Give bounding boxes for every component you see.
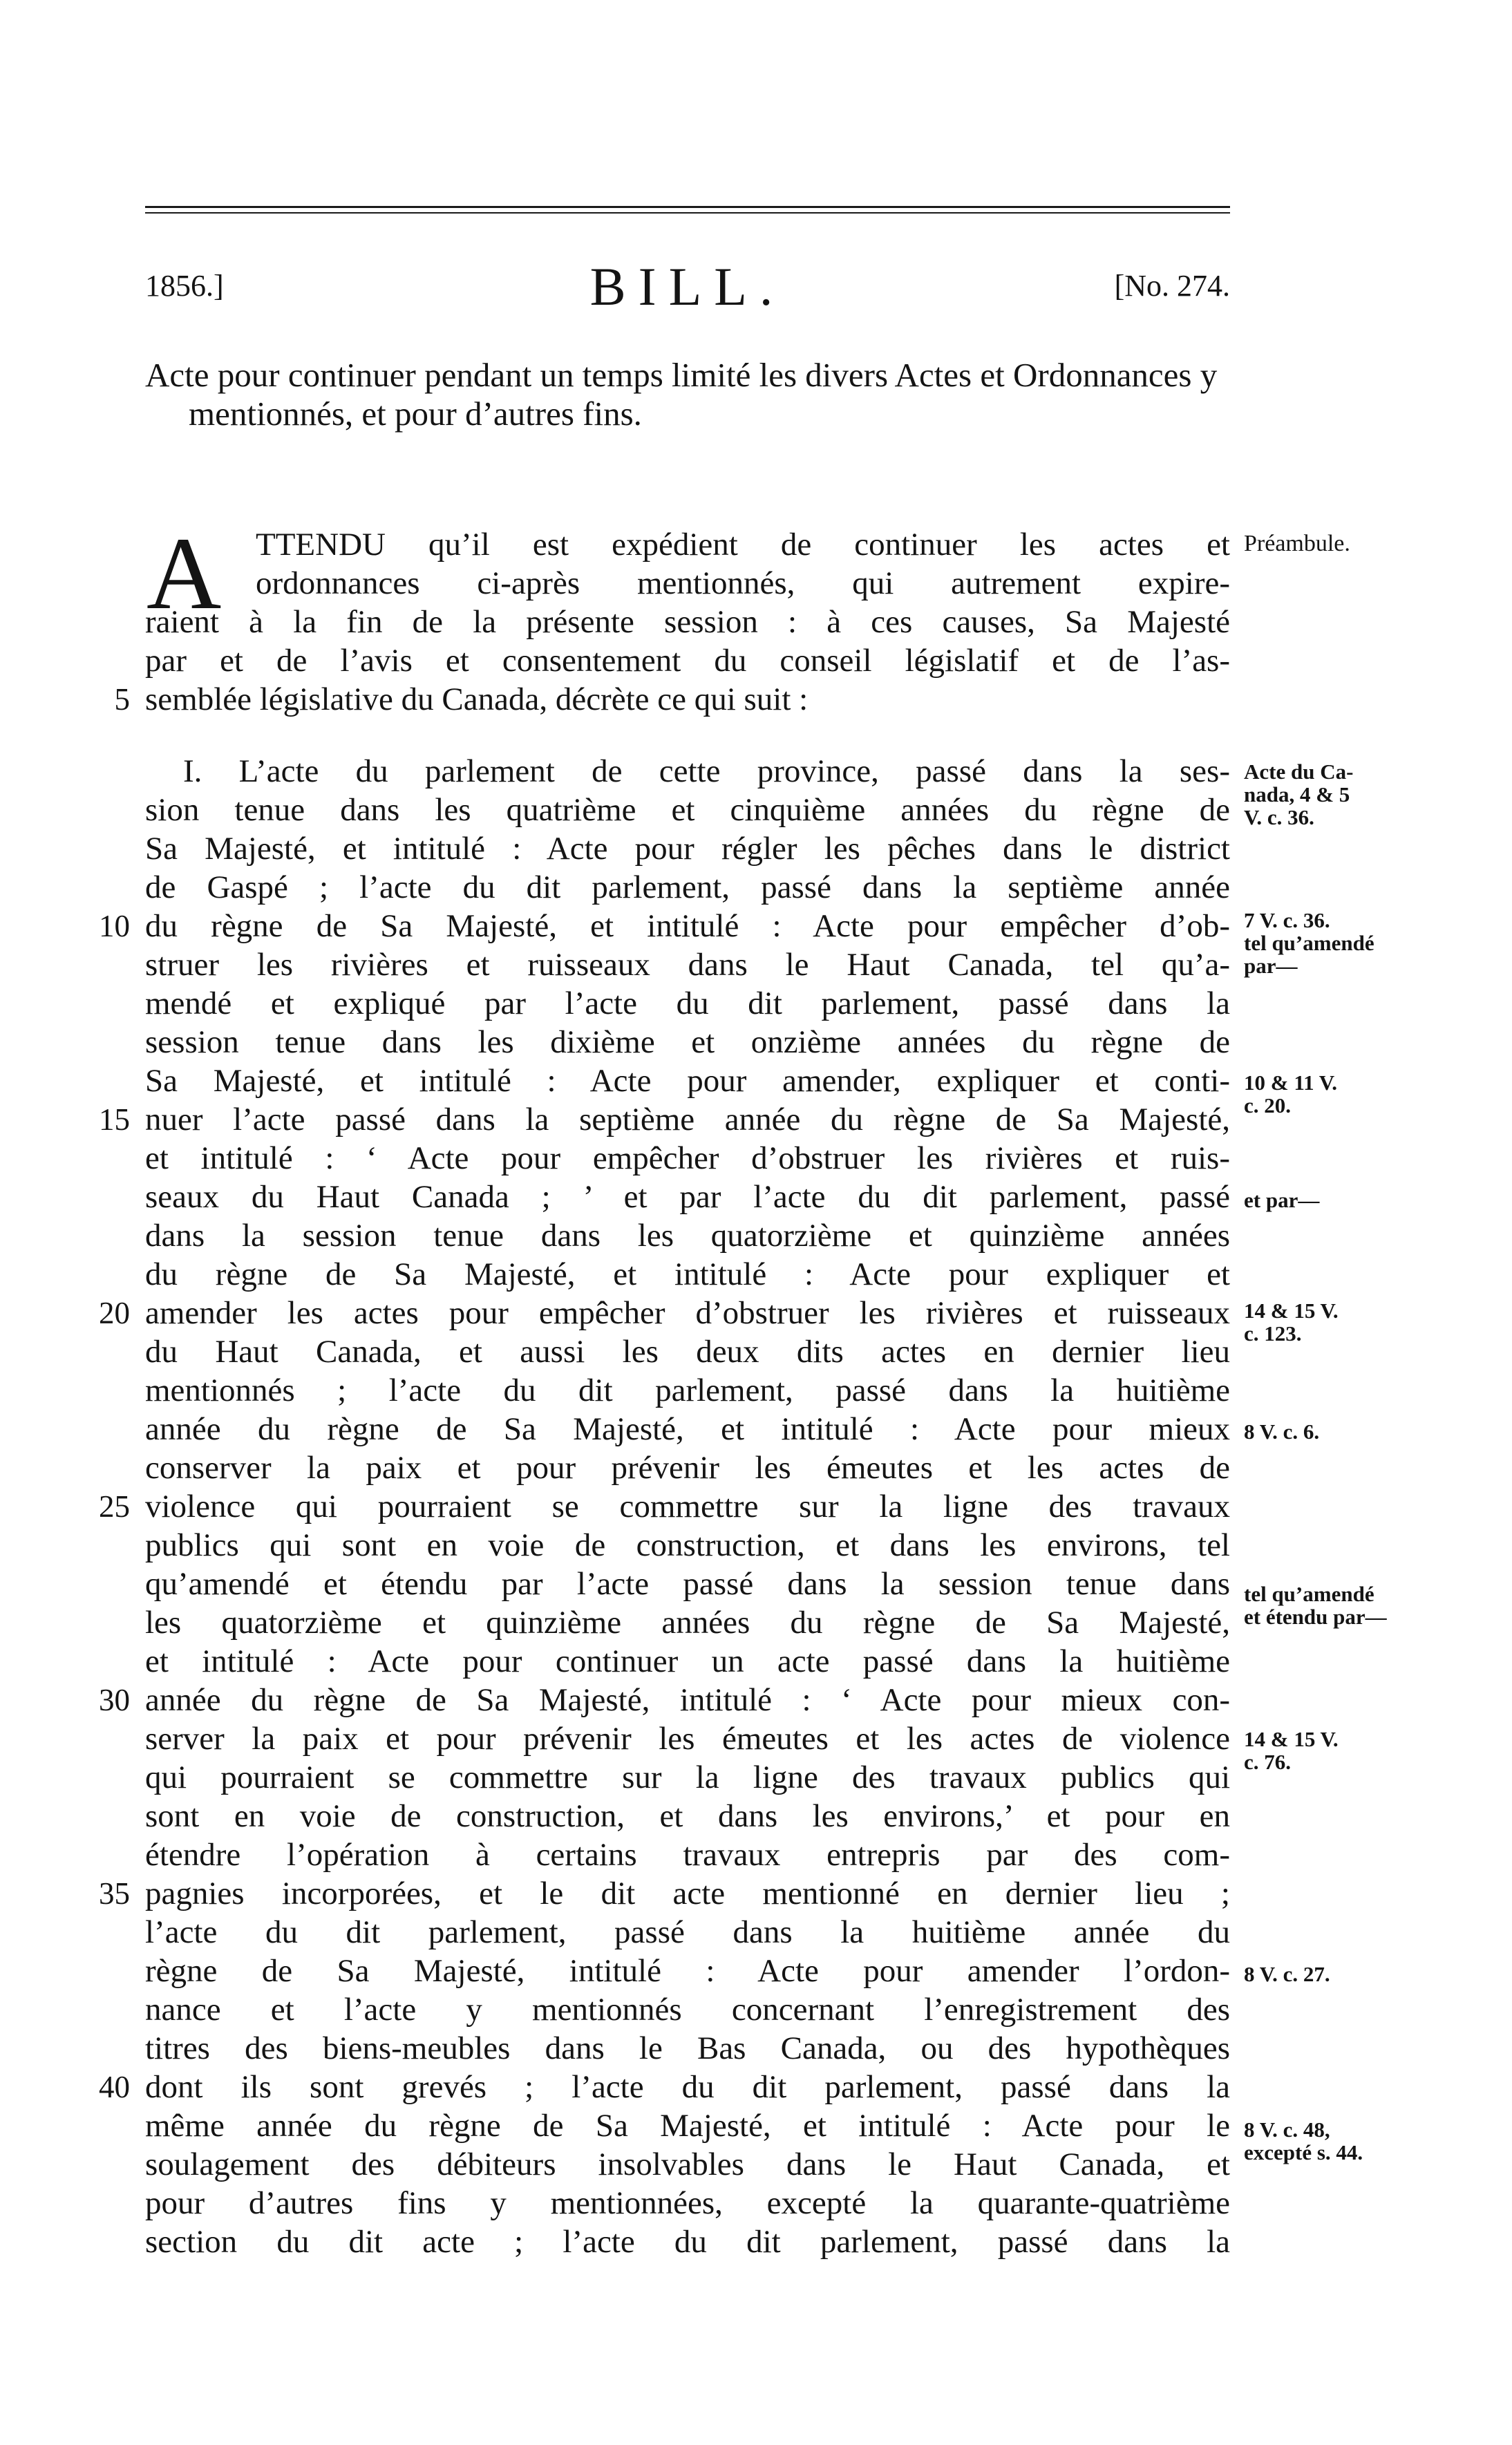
text-line: dont ils sont grevés ; l’acte du dit parlement, passé dans la <box>145 2069 1230 2105</box>
margin-note-line: 8 V. c. 48, <box>1244 2117 1330 2142</box>
line-number: 40 <box>99 2070 130 2104</box>
margin-note-line: nada, 4 & 5 <box>1244 782 1350 806</box>
text-line: publics qui sont en voie de construction, et dans les environs, tel <box>145 1527 1230 1563</box>
line-number: 35 <box>99 1876 130 1911</box>
margin-note-14v-123 <box>1244 1299 1451 1345</box>
margin-note-10v <box>1244 1071 1451 1117</box>
header-year: 1856.] <box>145 269 224 303</box>
margin-note-8v-48 <box>1244 2118 1451 2164</box>
text-line: du règne de Sa Majesté, et intitulé : Acte pour empêcher d’ob- <box>145 908 1230 944</box>
margin-note-acte-canada <box>1244 760 1451 829</box>
text-line: de Gaspé ; l’acte du dit parlement, passé dans la septième année <box>145 869 1230 905</box>
text-line: du règne de Sa Majesté, et intitulé : Acte pour expliquer et <box>145 1256 1230 1292</box>
header-title: BILL. <box>589 256 786 317</box>
margin-note-line: tel qu’amendé <box>1244 931 1374 955</box>
margin-note-14v-76 <box>1244 1728 1451 1773</box>
page-header <box>145 256 1230 325</box>
top-rule <box>145 206 1230 208</box>
margin-note-line: c. 76. <box>1244 1750 1292 1774</box>
margin-note-line: 10 & 11 V. <box>1244 1070 1337 1095</box>
margin-note-amende-etendu <box>1244 1583 1451 1628</box>
text-line: raient à la fin de la présente session : à ces causes, Sa Majesté <box>145 604 1230 640</box>
text-line: I. L’acte du parlement de cette province, passé dans la ses- <box>183 753 1230 789</box>
text-line: l’acte du dit parlement, passé dans la huitième année du <box>145 1914 1230 1950</box>
line-number: 25 <box>99 1489 130 1524</box>
margin-note-line: Acte du Ca- <box>1244 759 1354 784</box>
text-line: TTENDU qu’il est expédient de continuer les actes et <box>256 527 1230 563</box>
text-line: pour d’autres fins y mentionnées, excepté la quarante-quatrième <box>145 2185 1230 2221</box>
line-number: 10 <box>99 909 130 943</box>
margin-note-line: 14 & 15 V. <box>1244 1727 1339 1751</box>
text-line: et intitulé : Acte pour continuer un acte passé dans la huitième <box>145 1643 1230 1679</box>
text-line: qu’amendé et étendu par l’acte passé dans la session tenue dans <box>145 1566 1230 1602</box>
line-number: 30 <box>99 1683 130 1717</box>
text-line: Sa Majesté, et intitulé : Acte pour régler les pêches dans le district <box>145 831 1230 867</box>
text-line: struer les rivières et ruisseaux dans le Haut Canada, tel qu’a- <box>145 947 1230 983</box>
header-number: [No. 274. <box>1114 269 1230 303</box>
margin-note-line: tel qu’amendé <box>1244 1582 1374 1606</box>
drop-cap: A <box>147 516 222 631</box>
text-line: amender les actes pour empêcher d’obstruer les rivières et ruisseaux <box>145 1295 1230 1331</box>
text-line: semblée législative du Canada, décrète ce qui suit : <box>145 681 809 717</box>
text-line: année du règne de Sa Majesté, et intitulé : Acte pour mieux <box>145 1411 1230 1447</box>
text-line: règne de Sa Majesté, intitulé : Acte pour amender l’ordon- <box>145 1953 1230 1989</box>
margin-note-preambule: Préambule. <box>1244 531 1350 556</box>
text-line: nuer l’acte passé dans la septième année du règne de Sa Majesté, <box>145 1102 1230 1137</box>
text-line: soulagement des débiteurs insolvables dans le Haut Canada, et <box>145 2146 1230 2182</box>
bill-title <box>145 356 1230 433</box>
margin-note-7v <box>1244 909 1451 977</box>
text-line: année du règne de Sa Majesté, intitulé : ‘ Acte pour mieux con- <box>145 1682 1230 1718</box>
body-text <box>0 516 1512 2419</box>
text-line: titres des biens-meubles dans le Bas Canada, ou des hypothèques <box>145 2030 1230 2066</box>
text-line: et intitulé : ‘ Acte pour empêcher d’obstruer les rivières et ruis- <box>145 1140 1230 1176</box>
text-line: Sa Majesté, et intitulé : Acte pour amender, expliquer et conti- <box>145 1063 1230 1099</box>
text-line: étendre l’opération à certains travaux entrepris par des com- <box>145 1837 1230 1873</box>
text-line: violence qui pourraient se commettre sur la ligne des travaux <box>145 1489 1230 1524</box>
line-number: 15 <box>99 1102 130 1137</box>
text-line: ordonnances ci-après mentionnés, qui autrement expire- <box>256 565 1230 601</box>
margin-note-line: par— <box>1244 954 1298 978</box>
text-line: mentionnés ; l’acte du dit parlement, passé dans la huitième <box>145 1372 1230 1408</box>
line-number: 20 <box>99 1296 130 1330</box>
text-line: section du dit acte ; l’acte du dit parlement, passé dans la <box>145 2224 1230 2260</box>
margin-note-line: et étendu par— <box>1244 1605 1387 1629</box>
margin-note-8v-27: 8 V. c. 27. <box>1244 1962 1330 1986</box>
text-line: du Haut Canada, et aussi les deux dits actes en dernier lieu <box>145 1334 1230 1370</box>
bill-title-text: Acte pour continuer pendant un temps limité les divers Actes et Ordonnances y mentionnés, et pour d’autres fins. <box>145 356 1218 433</box>
margin-note-line: 7 V. c. 36. <box>1244 908 1330 932</box>
text-line: server la paix et pour prévenir les émeutes et les actes de violence <box>145 1721 1230 1757</box>
text-line: seaux du Haut Canada ; ’ et par l’acte du dit parlement, passé <box>145 1179 1230 1215</box>
text-line: par et de l’avis et consentement du conseil législatif et de l’as- <box>145 643 1230 679</box>
text-line: même année du règne de Sa Majesté, et intitulé : Acte pour le <box>145 2108 1230 2144</box>
text-line: conserver la paix et pour prévenir les émeutes et les actes de <box>145 1450 1230 1486</box>
margin-note-line: c. 20. <box>1244 1093 1292 1117</box>
text-line: nance et l’acte y mentionnés concernant l’enregistrement des <box>145 1992 1230 2028</box>
line-number: 5 <box>114 682 130 717</box>
text-line: dans la session tenue dans les quatorzième et quinzième années <box>145 1218 1230 1254</box>
margin-note-line: c. 123. <box>1244 1321 1302 1346</box>
margin-note-line: V. c. 36. <box>1244 805 1314 829</box>
text-line: mendé et expliqué par l’acte du dit parlement, passé dans la <box>145 985 1230 1021</box>
text-line: sont en voie de construction, et dans les environs,’ et pour en <box>145 1798 1230 1834</box>
text-line: session tenue dans les dixième et onzième années du règne de <box>145 1024 1230 1060</box>
margin-note-line: excepté s. 44. <box>1244 2140 1363 2164</box>
text-line: les quatorzième et quinzième années du règne de Sa Majesté, <box>145 1605 1230 1641</box>
text-line: pagnies incorporées, et le dit acte mentionné en dernier lieu ; <box>145 1876 1230 1911</box>
text-line: sion tenue dans les quatrième et cinquième années du règne de <box>145 792 1230 828</box>
text-line: qui pourraient se commettre sur la ligne des travaux publics qui <box>145 1759 1230 1795</box>
top-rule-thin <box>145 212 1230 214</box>
margin-note-line: 14 & 15 V. <box>1244 1299 1339 1323</box>
margin-note-8v-6: 8 V. c. 6. <box>1244 1419 1320 1444</box>
margin-note-et-par: et par— <box>1244 1188 1320 1212</box>
